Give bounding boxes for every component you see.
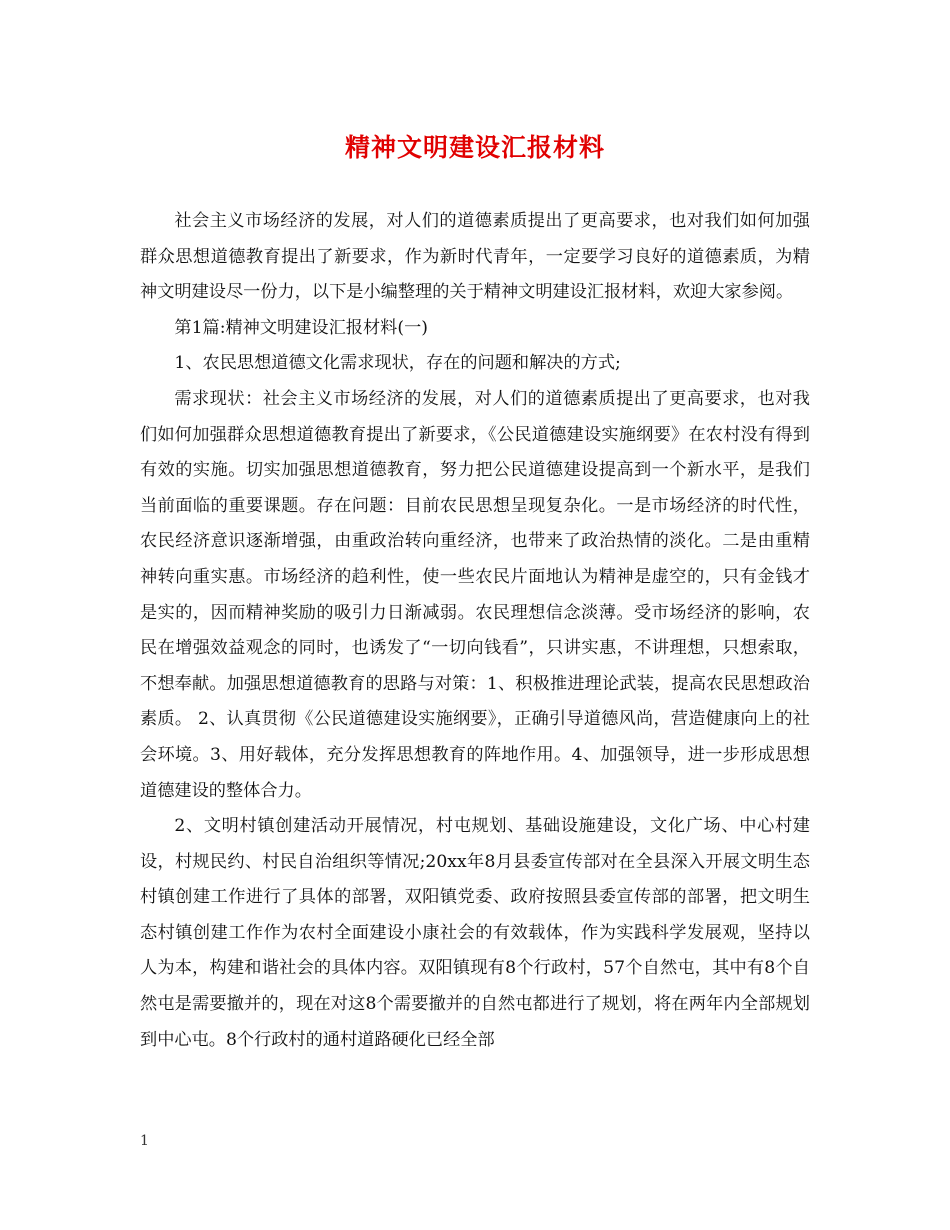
- paragraph-item-1-heading: 1、农民思想道德文化需求现状，存在的问题和解决的方式;: [174, 353, 621, 374]
- paragraph-item-1-body: 需求现状：社会主义市场经济的发展，对人们的道德素质提出了更高要求，也对我们如何加强群众思想道德教育提出了新要求，《公民道德建设实施纲要》在农村没有得到有效的实施。切实加强思想道德教育，努力把公民道德建设提高到一个新水平，是我们当前面临的重要课题。存在问题：目前农民思想呈现复杂化。一是市场经济的时代性，农民经济意识逐渐增强，由重政治转向重经济，也带来了政治热情的淡化。二是由重精神转向重实惠。市场经济的趋利性，使一些农民片面地认为精神是虚空的，只有金钱才是实的，因而精神奖励的吸引力日渐减弱。农民理想信念淡薄。受市场经济的影响，农民在增强效益观念的同时，也诱发了“一切向钱看”，只讲实惠，不讲理想，只想索取，不想奉献。加强思想道德教育的思路与对策：1、积极推进理论武装，提高农民思想政治素质。 2、认真贯彻《公民道德建设实施纲要》，正确引导道德风尚，营造健康向上的社会环境。3、用好载体，充分发挥思想教育的阵地作用。4、加强领导，进一步形成思想道德建设的整体合力。: [140, 388, 810, 801]
- page-number: 1: [140, 1133, 149, 1149]
- paragraph-intro: 社会主义市场经济的发展，对人们的道德素质提出了更高要求，也对我们如何加强群众思想道德教育提出了新要求，作为新时代青年，一定要学习良好的道德素质，为精神文明建设尽一份力，以下是小编整理的关于精神文明建设汇报材料，欢迎大家参阅。: [140, 211, 810, 303]
- document-title: 精神文明建设汇报材料: [344, 133, 605, 162]
- paragraph-section-heading: 第1篇:精神文明建设汇报材料(一): [174, 317, 428, 338]
- paragraph-item-2: 2、文明村镇创建活动开展情况，村屯规划、基础设施建设，文化广场、中心村建设，村规民约、村民自治组织等情况;20xx年8月县委宣传部对在全县深入开展文明生态村镇创建工作进行了具体的部署，双阳镇党委、政府按照县委宣传部的部署，把文明生态村镇创建工作作为农村全面建设小康社会的有效载体，作为实践科学发展观，坚持以人为本，构建和谐社会的具体内容。双阳镇现有8个行政村，57个自然屯，其中有8个自然屯是需要撤并的，现在对这8个需要撤并的自然屯都进行了规划，将在两年内全部规划到中心屯。8个行政村的通村道路硬化已经全部: [140, 816, 810, 1050]
- document-body: [140, 204, 810, 1058]
